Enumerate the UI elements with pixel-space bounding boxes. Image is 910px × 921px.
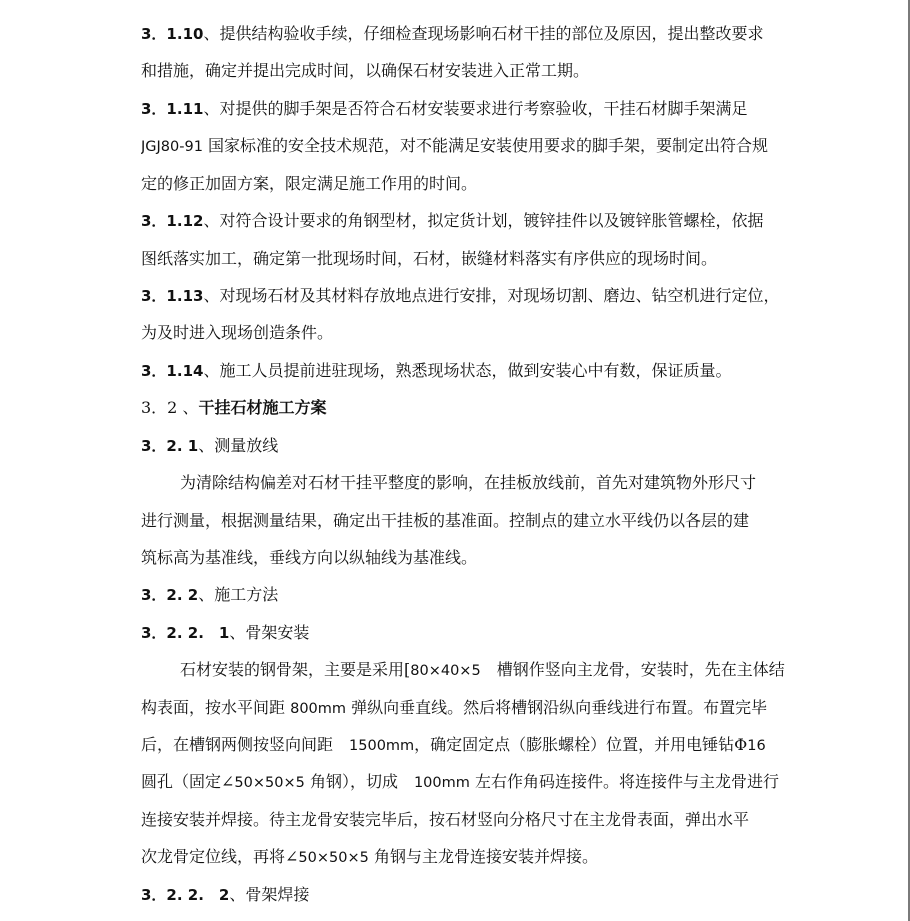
section-3-1-12-line-1 xyxy=(141,211,849,231)
text-run: 左右作角码连接件。将连接件与主龙骨进行 xyxy=(469,772,779,791)
text-run: 石材安装的钢骨架，主要是采用[ xyxy=(180,660,411,679)
paragraph-line: 连接安装并焊接。待主龙骨安装完毕后，按石材竖向分格尺寸在主龙骨表面，弹出水平 xyxy=(141,810,750,829)
section-3-1-13-line-1 xyxy=(141,286,849,306)
spec-value: 800mm xyxy=(290,701,347,717)
spec-value: 50×50×5 xyxy=(298,850,369,866)
text-run: 弹纵向垂直线。然后将槽钢沿纵向垂线进行布置。布置完毕 xyxy=(346,698,768,717)
text-run: ，确定固定点（膨胀螺栓）位置，并用电锤钻Φ xyxy=(414,735,748,754)
section-3-1-14-line-1 xyxy=(141,361,849,381)
spec-value: 50×50×5 xyxy=(234,775,305,791)
section-number: 3．1.10 xyxy=(141,25,204,43)
section-3-1-12-line-2: 图纸落实加工，确定第一批现场时间，石材，嵌缝材料落实有序供应的现场时间。 xyxy=(141,249,718,268)
paragraph-line xyxy=(141,772,849,792)
section-3-1-10-line-2: 和措施，确定并提出完成时间，以确保石材安装进入正常工期。 xyxy=(141,61,590,80)
section-number: 3．1.12 xyxy=(141,212,204,230)
section-title: 、施工方法 xyxy=(198,585,279,604)
text-run: 次龙骨定位线，再将∠ xyxy=(141,847,299,866)
section-text: 、施工人员提前进驻现场，熟悉现场状态，做到安装心中有数，保证质量。 xyxy=(203,361,732,380)
standard-code: JGJ80-91 xyxy=(141,139,203,155)
text-run: 槽钢作竖向主龙骨，安装时，先在主体结 xyxy=(480,660,785,679)
section-text: 、对现场石材及其材料存放地点进行安排，对现场切割、磨边、钻空机进行定位， xyxy=(203,286,780,305)
section-3-2-2-heading xyxy=(141,585,849,605)
spec-value: 80×40×5 xyxy=(410,663,481,679)
paragraph-line xyxy=(141,735,849,755)
section-title: 、测量放线 xyxy=(198,436,279,455)
spec-value: 100mm xyxy=(413,775,470,791)
paragraph-line xyxy=(141,698,849,718)
section-3-1-13-line-2: 为及时进入现场创造条件。 xyxy=(141,323,334,342)
spec-value: 1500mm xyxy=(349,738,415,754)
paragraph-line xyxy=(180,660,849,680)
section-text: 、对提供的脚手架是否符合石材安装要求进行考察验收，干挂石材脚手架满足 xyxy=(203,99,748,118)
section-title: 干挂石材施工方案 xyxy=(198,398,327,417)
paragraph-line: 筑标高为基准线，垂线方向以纵轴线为基准线。 xyxy=(141,548,478,567)
section-3-1-11-line-2 xyxy=(141,136,849,156)
section-text: 国家标准的安全技术规范，对不能满足安装使用要求的脚手架，要制定出符合规 xyxy=(202,136,769,155)
section-number: 3．2. 2. 1 xyxy=(141,624,230,642)
section-title: 、骨架安装 xyxy=(229,623,310,642)
paragraph-line: 为清除结构偏差对石材干挂平整度的影响，在挂板放线前，首先对建筑物外形尺寸 xyxy=(180,473,757,492)
section-3-2-2-2-heading xyxy=(141,885,849,905)
section-number: 3．1.13 xyxy=(141,287,204,305)
text-run: 角钢），切成 xyxy=(304,772,414,791)
section-3-2-heading xyxy=(141,398,849,418)
section-text: 、对符合设计要求的角钢型材，拟定货计划，镀锌挂件以及镀锌胀管螺栓，依据 xyxy=(203,211,764,230)
section-number: 3．2. 2. 2 xyxy=(141,886,230,904)
section-title: 、骨架焊接 xyxy=(229,885,310,904)
section-3-2-2-1-heading xyxy=(141,623,849,643)
spec-value: 16 xyxy=(747,738,766,754)
section-text: 、提供结构验收手续，仔细检查现场影响石材干挂的部位及原因，提出整改要求 xyxy=(203,24,764,43)
section-number: 3．1.11 xyxy=(141,100,204,118)
section-3-1-10-line-1 xyxy=(141,24,849,44)
section-number: 3．2. 2 xyxy=(141,586,199,604)
paragraph-line xyxy=(141,847,849,867)
section-number: 3．2. 1 xyxy=(141,437,199,455)
section-3-1-11-line-3: 定的修正加固方案，限定满足施工作用的时间。 xyxy=(141,174,478,193)
text-run: 角钢与主龙骨连接安装并焊接。 xyxy=(368,847,598,866)
text-run: 圆孔（固定∠ xyxy=(141,772,235,791)
text-run: 构表面，按水平间距 xyxy=(141,698,291,717)
section-3-1-11-line-1 xyxy=(141,99,849,119)
section-number: 3．1.14 xyxy=(141,362,204,380)
text-run: 后，在槽钢两侧按竖向间距 xyxy=(141,735,350,754)
section-3-2-1-heading xyxy=(141,436,849,456)
section-number: 3．2 、 xyxy=(141,398,199,417)
paragraph-line: 进行测量，根据测量结果，确定出干挂板的基准面。控制点的建立水平线仍以各层的建 xyxy=(141,511,750,530)
